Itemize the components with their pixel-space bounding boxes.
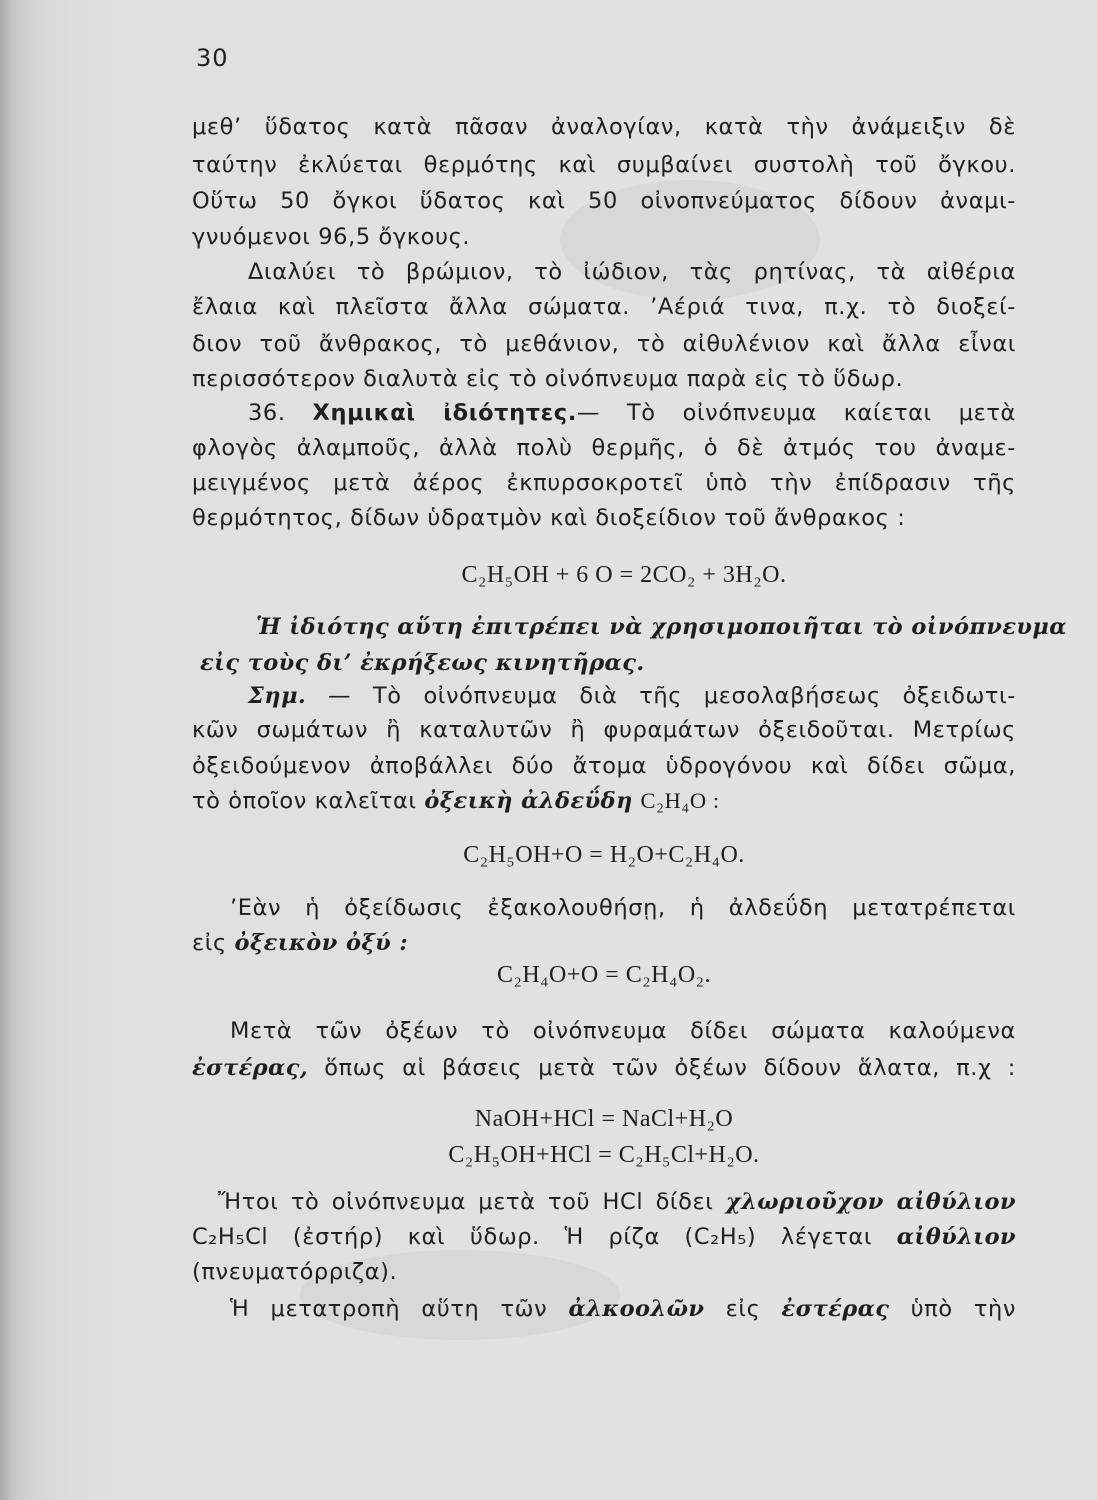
text-line: θερμότητος, δίδων ὑδρατμὸν καὶ διοξείδιον τοῦ ἄνθρακος :: [192, 505, 906, 531]
text-span: ὅπως αἱ βάσεις μετὰ τῶν ὀξέων δίδουν ἅλατα, π.χ :: [324, 1055, 1016, 1081]
text-line: [192, 1222, 1016, 1252]
text-line: [192, 928, 1016, 958]
text-line: Διαλύει τὸ βρώμιον, τὸ ἰώδιον, τὰς ρητίνας, τὰ αἰθέρια: [248, 259, 1016, 285]
text-line: (πνευματόρριζα).: [192, 1259, 398, 1285]
note-label: Σημ.: [248, 683, 307, 709]
text-line: ὀξειδούμενον ἀποβάλλει δύο ἄτομα ὑδρογόνου καὶ δίδει σῶμα,: [192, 753, 1016, 779]
term-esters: ἐστέρας: [781, 1296, 890, 1322]
text-span: εἰς: [725, 1296, 761, 1322]
term-esters: ἐστέρας,: [192, 1055, 309, 1081]
page-number: 30: [196, 44, 229, 72]
italic-note-line: Ἡ ἰδιότης αὕτη ἐπιτρέπει νὰ χρησιμοποιῆται τὸ οἰνόπνευμα: [256, 614, 1067, 640]
term-alcohols: ἀλκοολῶν: [568, 1296, 705, 1322]
text-line: [218, 1187, 1016, 1217]
note-text: — Τὸ οἰνόπνευμα διὰ τῆς μεσολαβήσεως ὀξειδωτι-: [328, 683, 1016, 709]
text-line: ταύτην ἐκλύεται θερμότης καὶ συμβαίνει συστολὴ τοῦ ὄγκου.: [192, 152, 1016, 178]
text-span: τὸ ὁποῖον καλεῖται: [192, 788, 417, 814]
text-span: Ἤτοι τὸ οἰνόπνευμα μετὰ τοῦ HCl δίδει: [218, 1189, 714, 1215]
text-line: [192, 786, 1016, 816]
chemical-equation: C₂H₅OH+O = H₂O+C₂H₄O.: [463, 842, 745, 868]
formula-inline: C₂H₄O :: [640, 788, 720, 813]
section-title: Χημικαὶ ἰδιότητες.: [312, 400, 577, 426]
term-acetic-acid: ὀξεικὸν ὀξύ :: [234, 930, 409, 956]
text-span: Ἡ μετατροπὴ αὕτη τῶν: [230, 1296, 548, 1322]
italic-note-line: εἰς τοὺς δι’ ἐκρήξεως κινητῆρας.: [200, 650, 645, 676]
text-line: μειγμένος μετὰ ἀέρος ἐκπυρσοκροτεῖ ὑπὸ τὴν ἐπίδρασιν τῆς: [192, 470, 1016, 496]
term-acetaldehyde: ὀξεικὴ ἀλδεΰδη: [424, 788, 633, 814]
chemical-equation: C₂H₅OH + 6 O = 2CO₂ + 3H₂O.: [461, 562, 787, 588]
text-line: ’Εὰν ἡ ὀξείδωσις ἐξακολουθήσῃ, ἡ ἀλδεΰδη μετατρέπεται: [230, 895, 1016, 921]
note-line: [248, 681, 1016, 711]
text-line: Οὕτω 50 ὄγκοι ὕδατος καὶ 50 οἰνοπνεύματος δίδουν ἀναμι-: [192, 188, 1016, 214]
term-ethyl: αἰθύλιον: [896, 1224, 1017, 1250]
text-line: ἔλαια καὶ πλεῖστα ἄλλα σώματα. ’Αέριά τινα, π.χ. τὸ διοξεί-: [192, 294, 1016, 320]
text-line: περισσότερον διαλυτὰ εἰς τὸ οἰνόπνευμα παρὰ εἰς τὸ ὕδωρ.: [192, 366, 904, 392]
section-text: — Τὸ οἰνόπνευμα καίεται μετὰ: [576, 400, 1016, 426]
section-heading-line: [248, 398, 1016, 428]
chemical-equation: NaOH+HCl = NaCl+H₂O: [474, 1106, 734, 1132]
text-line: κῶν σωμάτων ἢ καταλυτῶν ἢ φυραμάτων ὀξειδοῦται. Μετρίως: [192, 717, 1016, 743]
text-line: φλογὸς ἀλαμποῦς, ἀλλὰ πολὺ θερμῆς, ὁ δὲ ἀτμός του ἀναμε-: [192, 435, 1016, 461]
text-line: [230, 1294, 1016, 1324]
text-span: εἰς: [192, 930, 227, 956]
text-line: διον τοῦ ἄνθρακος, τὸ μεθάνιον, τὸ αἰθυλένιον καὶ ἄλλα εἶναι: [192, 331, 1016, 357]
section-number: 36.: [248, 400, 286, 426]
text-span: C₂H₅Cl (ἐστήρ) καὶ ὕδωρ. Ἡ ρίζα (C₂H₅) λέγεται: [192, 1224, 873, 1250]
text-span: ὑπὸ τὴν: [910, 1296, 1017, 1322]
term-ethyl-chloride: χλωριοῦχον αἰθύλιον: [725, 1189, 1016, 1215]
chemical-equation: C₂H₅OH+HCl = C₂H₅Cl+H₂O.: [448, 1142, 760, 1168]
text-line: γνυόμενοι 96,5 ὄγκους.: [192, 224, 471, 250]
text-line: μεθ’ ὕδατος κατὰ πᾶσαν ἀναλογίαν, κατὰ τὴν ἀνάμειξιν δὲ: [192, 114, 1016, 140]
text-line: Μετὰ τῶν ὀξέων τὸ οἰνόπνευμα δίδει σώματα καλούμενα: [230, 1018, 1016, 1044]
text-line: [192, 1053, 1016, 1083]
chemical-equation: C₂H₄O+O = C₂H₄O₂.: [496, 962, 712, 988]
